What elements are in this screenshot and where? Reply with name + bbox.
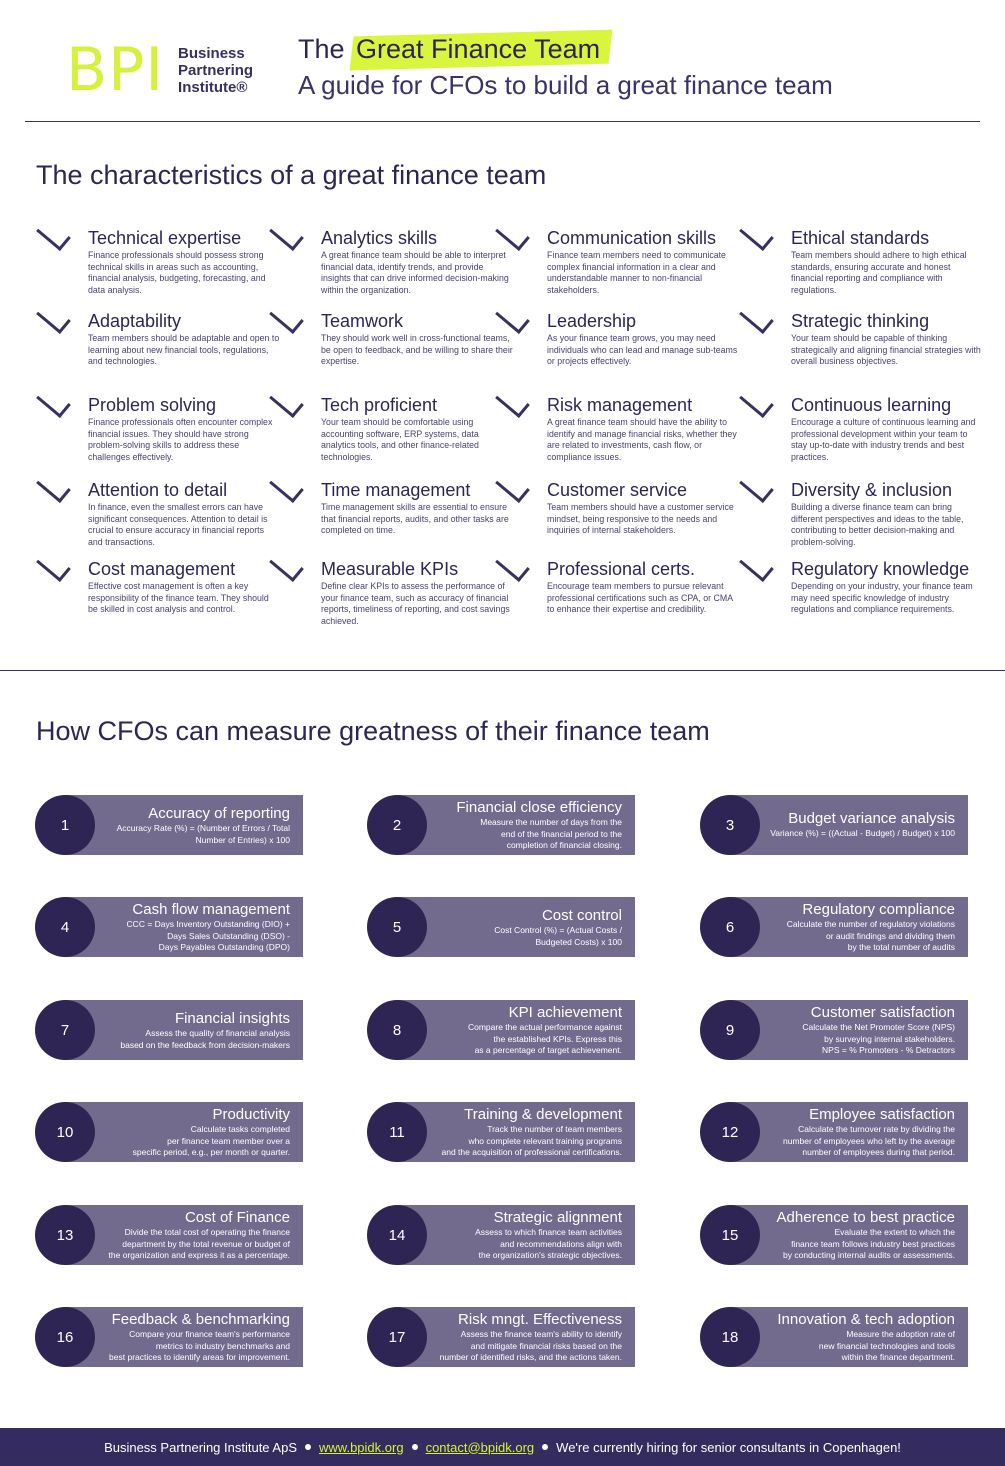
logo-text <box>178 45 253 96</box>
metric-heading: Employee satisfaction <box>809 1106 955 1123</box>
metric-text <box>777 1311 955 1364</box>
characteristic-description: Your team should be comfortable using accounting software, ERP systems, data analytics tools, and other finance-related technologies. <box>321 417 479 462</box>
bullet-icon <box>412 1444 418 1450</box>
metric-text <box>783 1106 955 1159</box>
metric-heading: Customer satisfaction <box>810 1004 955 1021</box>
metric-number: 14 <box>367 1205 427 1265</box>
check-icon <box>267 230 305 252</box>
metric-card <box>367 795 635 855</box>
characteristic-heading: Time management <box>321 480 471 500</box>
divider <box>0 670 1005 671</box>
metric-text <box>787 901 955 954</box>
characteristic-heading: Attention to detail <box>88 480 228 500</box>
check-icon <box>493 313 531 335</box>
metrics-title: How CFOs can measure greatness of their finance team <box>36 716 710 746</box>
characteristics-title: The characteristics of a great finance team <box>36 160 547 190</box>
check-icon <box>34 230 72 252</box>
metric-description: Evaluate the extent to which the finance team follows industry best practices by conducting internal audits or assessments. <box>783 1227 955 1260</box>
characteristic-heading: Risk management <box>547 395 693 415</box>
metric-card <box>700 897 968 957</box>
characteristic-description: Team members should adhere to high ethical standards, ensuring accurate and honest financial reporting and compliance with regulations. <box>791 250 967 295</box>
characteristic-heading: Communication skills <box>547 228 717 248</box>
characteristic-description: Finance professionals should possess strong technical skills in areas such as accounting, financial analysis, budgeting, forecasting, and data analysis. <box>88 250 266 295</box>
email-link[interactable]: contact@bpidk.org <box>425 1439 535 1455</box>
characteristic-description: Encourage a culture of continuous learning and professional development within your team to stay up-to-date with industry trends and best practices. <box>791 417 976 462</box>
metric-text <box>494 907 622 948</box>
characteristic-item <box>547 559 767 616</box>
characteristic-description: Depending on your industry, your finance team may need specific knowledge of industry regulations and compliance requirements. <box>791 581 973 614</box>
characteristic-heading: Teamwork <box>321 311 404 331</box>
characteristic-heading: Cost management <box>88 559 236 579</box>
characteristic-heading: Professional certs. <box>547 559 696 579</box>
metric-heading: Adherence to best practice <box>776 1209 955 1226</box>
metric-number: 4 <box>35 897 95 957</box>
check-icon <box>737 230 775 252</box>
metric-number: 1 <box>35 795 95 855</box>
logo-line: Business <box>178 44 245 62</box>
metric-number: 15 <box>700 1205 760 1265</box>
characteristic-description: Effective cost management is often a key responsibility of the finance team. They should be skilled in cost analysis and control. <box>88 581 269 614</box>
metric-card <box>367 1102 635 1162</box>
characteristic-description: A great finance team should be able to interpret financial data, identify trends, and provide insights that can drive informed decision-making within the organization. <box>321 250 509 295</box>
characteristic-description: A great finance team should have the ability to identify and manage financial risks, whether they are related to investments, cash flow, or compliance issues. <box>547 417 737 462</box>
metric-description: Track the number of team members who complete relevant training programs and the acquisition of professional certifications. <box>441 1124 622 1157</box>
metric-description: Assess the finance team's ability to identify and mitigate financial risks based on the number of identified risks, and the actions taken. <box>439 1329 622 1362</box>
metric-text <box>117 805 290 846</box>
characteristic-description: As your finance team grows, you may need individuals who can lead and manage sub-teams or projects effectively. <box>547 333 738 366</box>
characteristic-description: Your team should be capable of thinking strategically and aligning financial strategies with overall business objectives. <box>791 333 981 366</box>
metric-number: 8 <box>367 1000 427 1060</box>
metric-heading: Budget variance analysis <box>788 810 955 827</box>
metric-card <box>700 1307 968 1367</box>
metric-heading: Productivity <box>212 1106 290 1123</box>
characteristic-description: Finance team members need to communicate complex financial information in a clear and understandable manner to non-financial stakeholders. <box>547 250 726 295</box>
characteristic-description: They should work well in cross-functional teams, be open to feedback, and be willing to share their expertise. <box>321 333 513 366</box>
metric-description: Calculate the number of regulatory violations or audit findings and dividing them by the total number of audits <box>786 919 955 952</box>
metric-heading: Feedback & benchmarking <box>111 1311 290 1328</box>
check-icon <box>34 313 72 335</box>
characteristic-item <box>547 480 767 537</box>
metric-description: CCC = Days Inventory Outstanding (DIO) + Days Sales Outstanding (DSO) - Days Payables Outstanding (DPO) <box>126 919 290 952</box>
metric-heading: Cost of Finance <box>184 1209 290 1226</box>
metric-card <box>35 1205 303 1265</box>
metric-description: Accuracy Rate (%) = (Number of Errors / Total Number of Entries) x 100 <box>116 823 290 845</box>
metric-number: 6 <box>700 897 760 957</box>
metric-heading: Training & development <box>464 1106 622 1123</box>
metric-number: 16 <box>35 1307 95 1367</box>
metric-text <box>133 1106 290 1159</box>
check-icon <box>34 561 72 583</box>
characteristic-item <box>791 311 1005 368</box>
metric-card <box>367 1000 635 1060</box>
metric-text <box>770 810 955 840</box>
check-icon <box>267 561 305 583</box>
check-icon <box>737 397 775 419</box>
characteristic-heading: Measurable KPIs <box>321 559 459 579</box>
characteristic-heading: Technical expertise <box>88 228 242 248</box>
characteristic-item <box>791 228 1005 296</box>
metric-text <box>468 1004 622 1057</box>
characteristic-description: In finance, even the smallest errors can have significant consequences. Attention to detail is crucial to ensure accuracy in financial reports and transactions. <box>88 502 268 547</box>
check-icon <box>267 482 305 504</box>
metric-text <box>127 901 290 954</box>
check-icon <box>493 230 531 252</box>
metric-heading: Strategic alignment <box>493 1209 622 1226</box>
metric-card <box>35 1307 303 1367</box>
characteristic-heading: Ethical standards <box>791 228 930 248</box>
characteristic-description: Finance professionals often encounter complex financial issues. They should have strong problem-solving skills to address these challenges effectively. <box>88 417 273 462</box>
bullet-icon <box>305 1444 311 1450</box>
characteristic-description: Define clear KPIs to assess the performance of your finance team, such as accuracy of financial reports, timeliness of reporting, and cost savings achieved. <box>321 581 510 626</box>
check-icon <box>267 313 305 335</box>
metric-heading: Cost control <box>541 907 622 924</box>
website-link[interactable]: www.bpidk.org <box>319 1439 404 1455</box>
check-icon <box>267 397 305 419</box>
page-header <box>298 30 833 102</box>
metric-description: Divide the total cost of operating the finance department by the total revenue or budget of the organization and express it as a percentage. <box>108 1227 290 1260</box>
check-icon <box>737 313 775 335</box>
metric-number: 9 <box>700 1000 760 1060</box>
check-icon <box>493 397 531 419</box>
metric-text <box>109 1311 290 1364</box>
characteristic-item <box>547 311 767 368</box>
metric-heading: Accuracy of reporting <box>148 805 290 822</box>
page-title <box>298 30 833 68</box>
characteristic-heading: Regulatory knowledge <box>791 559 970 579</box>
metric-text <box>440 1311 622 1364</box>
characteristic-description: Time management skills are essential to ensure that financial reports, audits, and other tasks are completed on time. <box>321 502 509 535</box>
metric-heading: Innovation & tech adoption <box>777 1311 955 1328</box>
metric-card <box>700 1102 968 1162</box>
metric-card <box>700 1205 968 1265</box>
characteristic-item <box>547 228 767 296</box>
metric-text <box>109 1209 290 1262</box>
page-subtitle: A guide for CFOs to build a great finance team <box>298 70 833 100</box>
metric-card <box>35 1000 303 1060</box>
metric-number: 5 <box>367 897 427 957</box>
metric-text <box>442 1106 623 1159</box>
metric-heading: Financial insights <box>174 1010 290 1027</box>
metric-description: Compare your finance team's performance metrics to industry benchmarks and best practices to identify areas for improvement. <box>109 1329 290 1362</box>
metric-card <box>35 1102 303 1162</box>
logo <box>66 35 254 105</box>
metric-card <box>700 795 968 855</box>
characteristic-heading: Diversity & inclusion <box>791 480 953 500</box>
metric-number: 12 <box>700 1102 760 1162</box>
footer-hiring: We're currently hiring for senior consultants in Copenhagen! <box>556 1439 901 1455</box>
bullet-icon <box>542 1444 548 1450</box>
metric-heading: Cash flow management <box>132 901 290 918</box>
metric-card <box>35 897 303 957</box>
metric-card <box>700 1000 968 1060</box>
metric-heading: KPI achievement <box>508 1004 622 1021</box>
characteristic-heading: Strategic thinking <box>791 311 930 331</box>
characteristic-heading: Problem solving <box>88 395 217 415</box>
check-icon <box>737 482 775 504</box>
metric-description: Calculate the turnover rate by dividing the number of employees who left by the average number of employees during that period. <box>783 1124 955 1157</box>
metric-heading: Risk mngt. Effectiveness <box>458 1311 622 1328</box>
metric-number: 18 <box>700 1307 760 1367</box>
metric-text <box>777 1209 955 1262</box>
characteristic-heading: Continuous learning <box>791 395 952 415</box>
metric-number: 7 <box>35 1000 95 1060</box>
characteristic-description: Encourage team members to pursue relevant professional certifications such as CPA, or CMA to enhance their expertise and credibility. <box>547 581 733 614</box>
metric-description: Assess to which finance team activities and recommendations align with the organization's strategic objectives. <box>475 1227 622 1260</box>
title-highlight: Great Finance Team <box>352 30 610 68</box>
metric-description: Calculate the Net Promoter Score (NPS) by surveying internal stakeholders. NPS = % Promoters - % Detractors <box>802 1022 955 1055</box>
characteristic-description: Team members should have a customer service mindset, being responsive to the needs and inquiries of internal stakeholders. <box>547 502 734 535</box>
characteristic-item <box>547 395 767 463</box>
metric-description: Compare the actual performance against the established KPIs. Express this as a percentage of target achievement. <box>467 1022 622 1055</box>
characteristic-item <box>791 559 1005 616</box>
metric-number: 2 <box>367 795 427 855</box>
metric-description: Variance (%) = ((Actual - Budget) / Budget) x 100 <box>770 828 955 838</box>
metric-text <box>120 1010 290 1051</box>
metric-description: Measure the adoption rate of new financial technologies and tools within the finance department. <box>818 1329 955 1362</box>
footer <box>0 1428 1005 1466</box>
metric-description: Cost Control (%) = (Actual Costs / Budgeted Costs) x 100 <box>494 925 622 947</box>
logo-line: Institute® <box>178 78 248 96</box>
metric-card <box>367 1307 635 1367</box>
metric-heading: Regulatory compliance <box>802 901 955 918</box>
characteristic-item <box>791 480 1005 548</box>
metric-text <box>802 1004 955 1057</box>
metric-card <box>367 897 635 957</box>
metric-number: 17 <box>367 1307 427 1367</box>
metric-number: 3 <box>700 795 760 855</box>
divider <box>25 121 980 122</box>
metric-card <box>35 795 303 855</box>
footer-company: Business Partnering Institute ApS <box>104 1439 298 1455</box>
check-icon <box>34 482 72 504</box>
characteristic-heading: Tech proficient <box>321 395 438 415</box>
characteristic-item <box>791 395 1005 463</box>
metric-description: Measure the number of days from the end of the financial period to the completion of financial closing. <box>480 817 622 850</box>
characteristic-heading: Customer service <box>547 480 688 500</box>
characteristic-heading: Analytics skills <box>321 228 438 248</box>
metric-number: 11 <box>367 1102 427 1162</box>
check-icon <box>737 561 775 583</box>
check-icon <box>493 561 531 583</box>
characteristic-heading: Leadership <box>547 311 637 331</box>
logo-mark: BPI <box>66 35 165 105</box>
metric-description: Calculate tasks completed per finance team member over a specific period, e.g., per month or quarter. <box>132 1124 290 1157</box>
check-icon <box>493 482 531 504</box>
metric-text <box>475 1209 622 1262</box>
metric-card <box>367 1205 635 1265</box>
characteristic-description: Team members should be adaptable and open to learning about new financial tools, regulations, and technologies. <box>88 333 280 366</box>
metric-number: 13 <box>35 1205 95 1265</box>
metric-heading: Financial close efficiency <box>456 799 622 816</box>
characteristic-description: Building a diverse finance team can bring different perspectives and ideas to the table, contributing to better decision-making and problem-solving. <box>791 502 964 547</box>
metric-number: 10 <box>35 1102 95 1162</box>
metric-text <box>456 799 622 852</box>
logo-line: Partnering <box>178 61 254 79</box>
check-icon <box>34 397 72 419</box>
title-prefix: The <box>298 34 353 64</box>
metric-description: Assess the quality of financial analysis based on the feedback from decision-makers <box>120 1028 290 1050</box>
characteristic-heading: Adaptability <box>88 311 182 331</box>
